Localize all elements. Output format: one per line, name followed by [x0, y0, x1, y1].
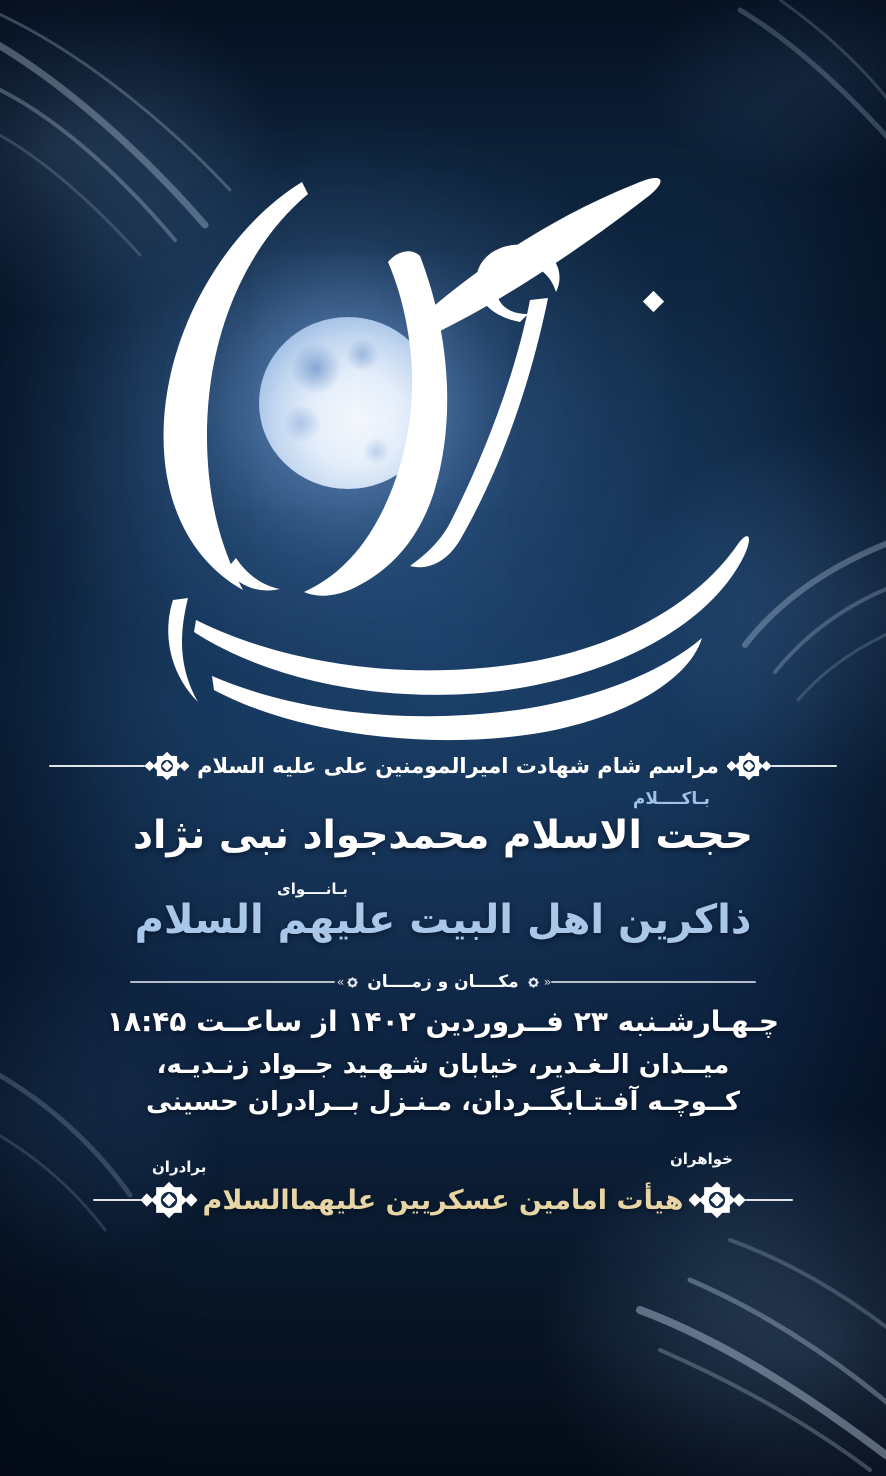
khatam-star-icon — [689, 1172, 745, 1228]
header-ornament-row — [0, 744, 886, 788]
speaker-intro-label: بـاکــــلام — [632, 789, 710, 809]
chevron-ornament: ‹‹ — [543, 975, 550, 989]
calligraphy-top-sweep — [420, 178, 661, 334]
full-moon-image — [259, 317, 437, 489]
footer-ornament-row — [0, 1172, 886, 1228]
section-heading-row — [0, 972, 886, 992]
ornament-line — [130, 981, 335, 983]
calligraphy-curl — [476, 245, 559, 322]
chevron-ornament: ›› — [336, 975, 343, 989]
small-khatam-star-icon — [525, 974, 542, 991]
ornament-line — [49, 765, 145, 767]
calligraphy-swoosh-lower — [212, 638, 702, 740]
sisters-label: خواهران — [669, 1150, 733, 1168]
event-datetime: چـهـارشـنبه ۲۳ فــروردین ۱۴۰۲ از ساعــت ۱۸:۴۵ — [106, 1005, 780, 1038]
ornament-line — [93, 1199, 141, 1201]
address-line-1: میــدان الـغـدیر، خیابان شـهـید جــواد زنـدیـه، — [156, 1050, 730, 1080]
event-title: مراسم شام شهادت امیرالمومنین علی علیه السلام — [197, 754, 719, 778]
reciters-title: ذاکرین اهل البیت علیهم السلام — [134, 897, 752, 943]
speaker-name: حجت الاسلام محمدجواد نبی نژاد — [133, 813, 753, 858]
khatam-star-icon — [141, 1172, 197, 1228]
section-heading: مکــــان و زمــــان — [367, 972, 519, 992]
ornament-line — [745, 1199, 793, 1201]
brothers-label: برادران — [152, 1158, 207, 1176]
calligraphy-diamond-dot — [643, 291, 664, 312]
ornament-line — [771, 765, 837, 767]
organization-name: هیأت امامین عسکریین علیهماالسلام — [202, 1184, 684, 1216]
small-khatam-star-icon — [344, 974, 361, 991]
calligraphy-crescent-flick — [226, 558, 280, 590]
calligraphy-swoosh-upper — [194, 536, 749, 695]
address-line-2: کــوچـه آفـتـابگــردان، مـنـزل بــرادران حسینی — [145, 1087, 740, 1117]
calligraphy-swoosh-tip — [168, 598, 198, 702]
khatam-star-icon — [727, 744, 771, 788]
reciters-intro-label: بـانــــوای — [277, 880, 348, 898]
khatam-star-icon — [145, 744, 189, 788]
ornament-line — [551, 981, 756, 983]
